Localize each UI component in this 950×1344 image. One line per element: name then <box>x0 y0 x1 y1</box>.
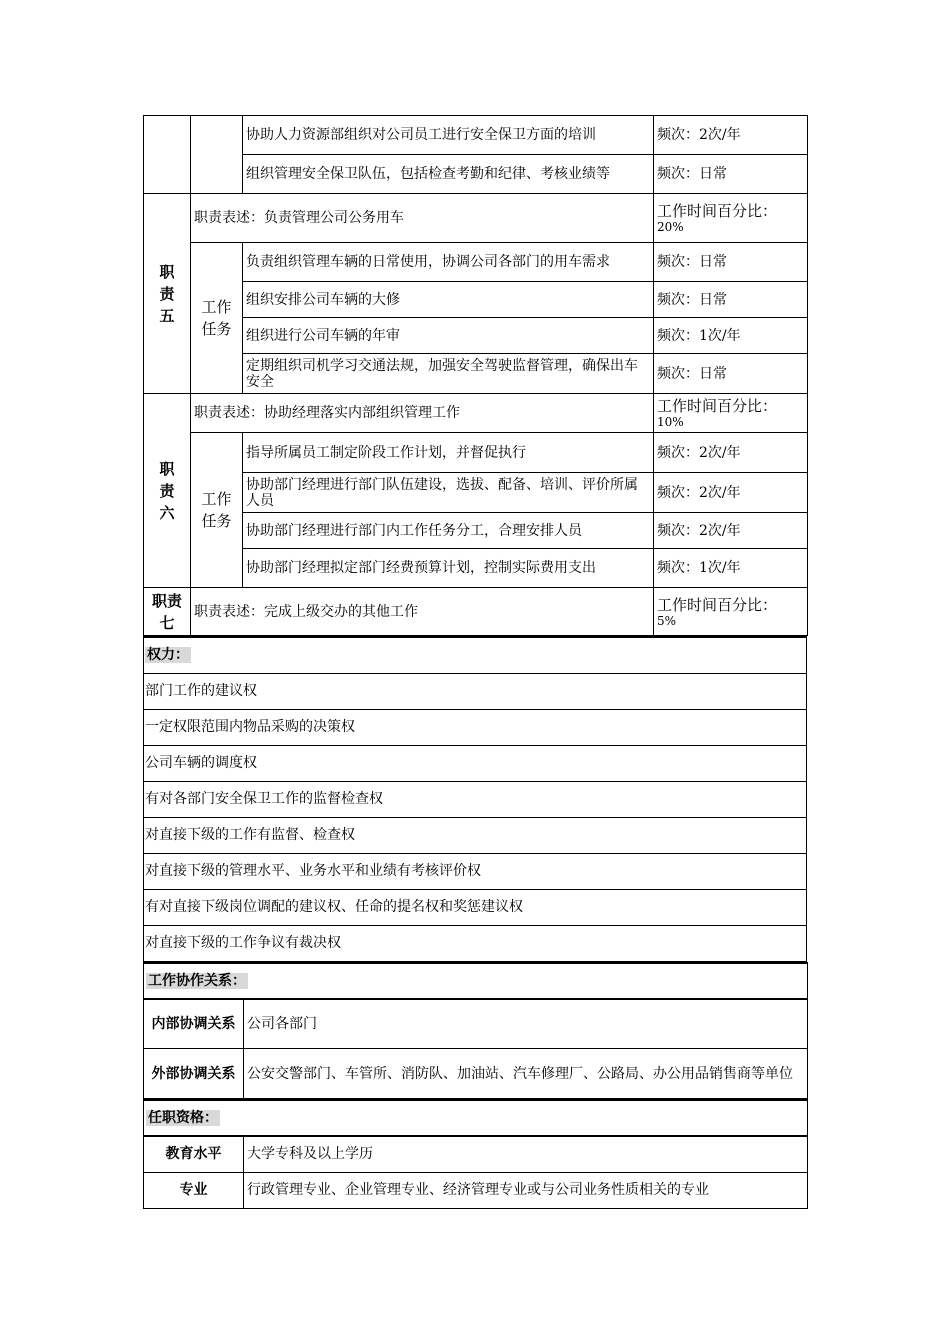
power-row <box>144 709 807 745</box>
section-heading <box>144 1100 808 1136</box>
duty4-label-cell <box>144 116 191 194</box>
external-relations-label: 外部协调关系 <box>144 1049 244 1099</box>
power-item: 对直接下级的工作有监督、检查权 <box>144 817 807 853</box>
powers-table <box>143 636 807 962</box>
time-percentage-value: 5% <box>657 613 677 628</box>
power-item: 有对各部门安全保卫工作的监督检查权 <box>144 781 807 817</box>
internal-relations-label: 内部协调关系 <box>144 999 244 1049</box>
job-description-sheet <box>143 115 807 1209</box>
duty6-label: 职 责 六 <box>144 394 191 588</box>
relations-table <box>143 962 808 1100</box>
duty4-task-row <box>144 116 808 155</box>
duties-table <box>143 115 808 636</box>
internal-relations-value: 公司各部门 <box>244 999 808 1049</box>
external-relations-row <box>144 1049 808 1099</box>
power-row <box>144 745 807 781</box>
task-text: 定期组织司机学习交通法规，加强安全驾驶监督管理，确保出车安全 <box>243 354 654 394</box>
task-frequency: 频次：2次/年 <box>654 473 808 513</box>
duty6-statement-row <box>144 394 808 433</box>
duty5-task-row <box>144 354 808 394</box>
qualifications-table <box>143 1099 808 1209</box>
duty6-task-row <box>144 513 808 549</box>
duty5-label: 职 责 五 <box>144 194 191 394</box>
task-frequency: 频次：1次/年 <box>654 318 808 354</box>
power-row <box>144 925 807 961</box>
task-frequency: 频次：2次/年 <box>654 116 808 155</box>
power-item: 部门工作的建议权 <box>144 673 807 709</box>
duty6-task-row <box>144 549 808 588</box>
power-row <box>144 889 807 925</box>
time-percentage <box>654 588 808 636</box>
qualifications-heading: 任职资格： <box>148 1110 218 1126</box>
major-label: 专业 <box>144 1172 244 1208</box>
duty7-statement-row <box>144 588 808 636</box>
power-item: 有对直接下级岗位调配的建议权、任命的提名权和奖惩建议权 <box>144 889 807 925</box>
task-frequency: 频次：1次/年 <box>654 549 808 588</box>
time-percentage-value: 20% <box>657 220 684 234</box>
duty4-task-row <box>144 155 808 194</box>
duty6-task-row <box>144 433 808 473</box>
duty4-task-label-cell <box>191 116 243 194</box>
task-frequency: 频次：日常 <box>654 243 808 282</box>
time-percentage <box>654 394 808 433</box>
section-heading <box>144 637 807 673</box>
time-percentage-label: 工作时间百分比： <box>657 397 778 415</box>
qualifications-heading-row <box>144 1100 808 1136</box>
power-item: 一定权限范围内物品采购的决策权 <box>144 709 807 745</box>
task-frequency: 频次：日常 <box>654 155 808 194</box>
duty-statement: 职责表述：协助经理落实内部组织管理工作 <box>191 394 654 433</box>
task-text: 组织进行公司车辆的年审 <box>243 318 654 354</box>
power-item: 对直接下级的工作争议有裁决权 <box>144 925 807 961</box>
power-item: 对直接下级的管理水平、业务水平和业绩有考核评价权 <box>144 853 807 889</box>
time-percentage <box>654 194 808 243</box>
time-percentage-label: 工作时间百分比： <box>657 202 778 220</box>
task-text: 协助部门经理拟定部门经费预算计划，控制实际费用支出 <box>243 549 654 588</box>
power-row <box>144 673 807 709</box>
education-label: 教育水平 <box>144 1136 244 1172</box>
duty5-task-row <box>144 282 808 318</box>
education-row <box>144 1136 808 1172</box>
duty5-task-row <box>144 318 808 354</box>
relations-heading: 工作协作关系： <box>148 972 246 989</box>
duty-statement: 职责表述：完成上级交办的其他工作 <box>191 588 654 636</box>
task-text: 组织安排公司车辆的大修 <box>243 282 654 318</box>
duty5-task-row <box>144 243 808 282</box>
task-label: 工作 任务 <box>191 243 243 394</box>
major-value: 行政管理专业、企业管理专业、经济管理专业或与公司业务性质相关的专业 <box>244 1172 808 1208</box>
task-text: 协助部门经理进行部门队伍建设，选拔、配备、培训、评价所属人员 <box>243 473 654 513</box>
task-text: 负责组织管理车辆的日常使用，协调公司各部门的用车需求 <box>243 243 654 282</box>
duty5-statement-row <box>144 194 808 243</box>
task-frequency: 频次：2次/年 <box>654 513 808 549</box>
duty6-task-row <box>144 473 808 513</box>
task-text: 协助部门经理进行部门内工作任务分工，合理安排人员 <box>243 513 654 549</box>
powers-heading: 权力： <box>147 647 189 664</box>
power-row <box>144 781 807 817</box>
external-relations-value: 公安交警部门、车管所、消防队、加油站、汽车修理厂、公路局、办公用品销售商等单位 <box>244 1049 808 1099</box>
task-text: 指导所属员工制定阶段工作计划，并督促执行 <box>243 433 654 473</box>
task-text: 协助人力资源部组织对公司员工进行安全保卫方面的培训 <box>243 116 654 155</box>
time-percentage-value: 10% <box>657 415 684 429</box>
power-row <box>144 817 807 853</box>
duty-statement: 职责表述：负责管理公司公务用车 <box>191 194 654 243</box>
relations-heading-row <box>144 963 808 999</box>
education-value: 大学专科及以上学历 <box>244 1136 808 1172</box>
internal-relations-row <box>144 999 808 1049</box>
major-row <box>144 1172 808 1208</box>
section-heading <box>144 963 808 999</box>
duty7-label: 职责 七 <box>144 588 191 636</box>
task-frequency: 频次：日常 <box>654 354 808 394</box>
powers-heading-row <box>144 637 807 673</box>
task-frequency: 频次：日常 <box>654 282 808 318</box>
task-label: 工作 任务 <box>191 433 243 588</box>
time-percentage-label: 工作时间百分比： <box>657 595 778 614</box>
task-frequency: 频次：2次/年 <box>654 433 808 473</box>
task-text: 组织管理安全保卫队伍，包括检查考勤和纪律、考核业绩等 <box>243 155 654 194</box>
power-row <box>144 853 807 889</box>
power-item: 公司车辆的调度权 <box>144 745 807 781</box>
